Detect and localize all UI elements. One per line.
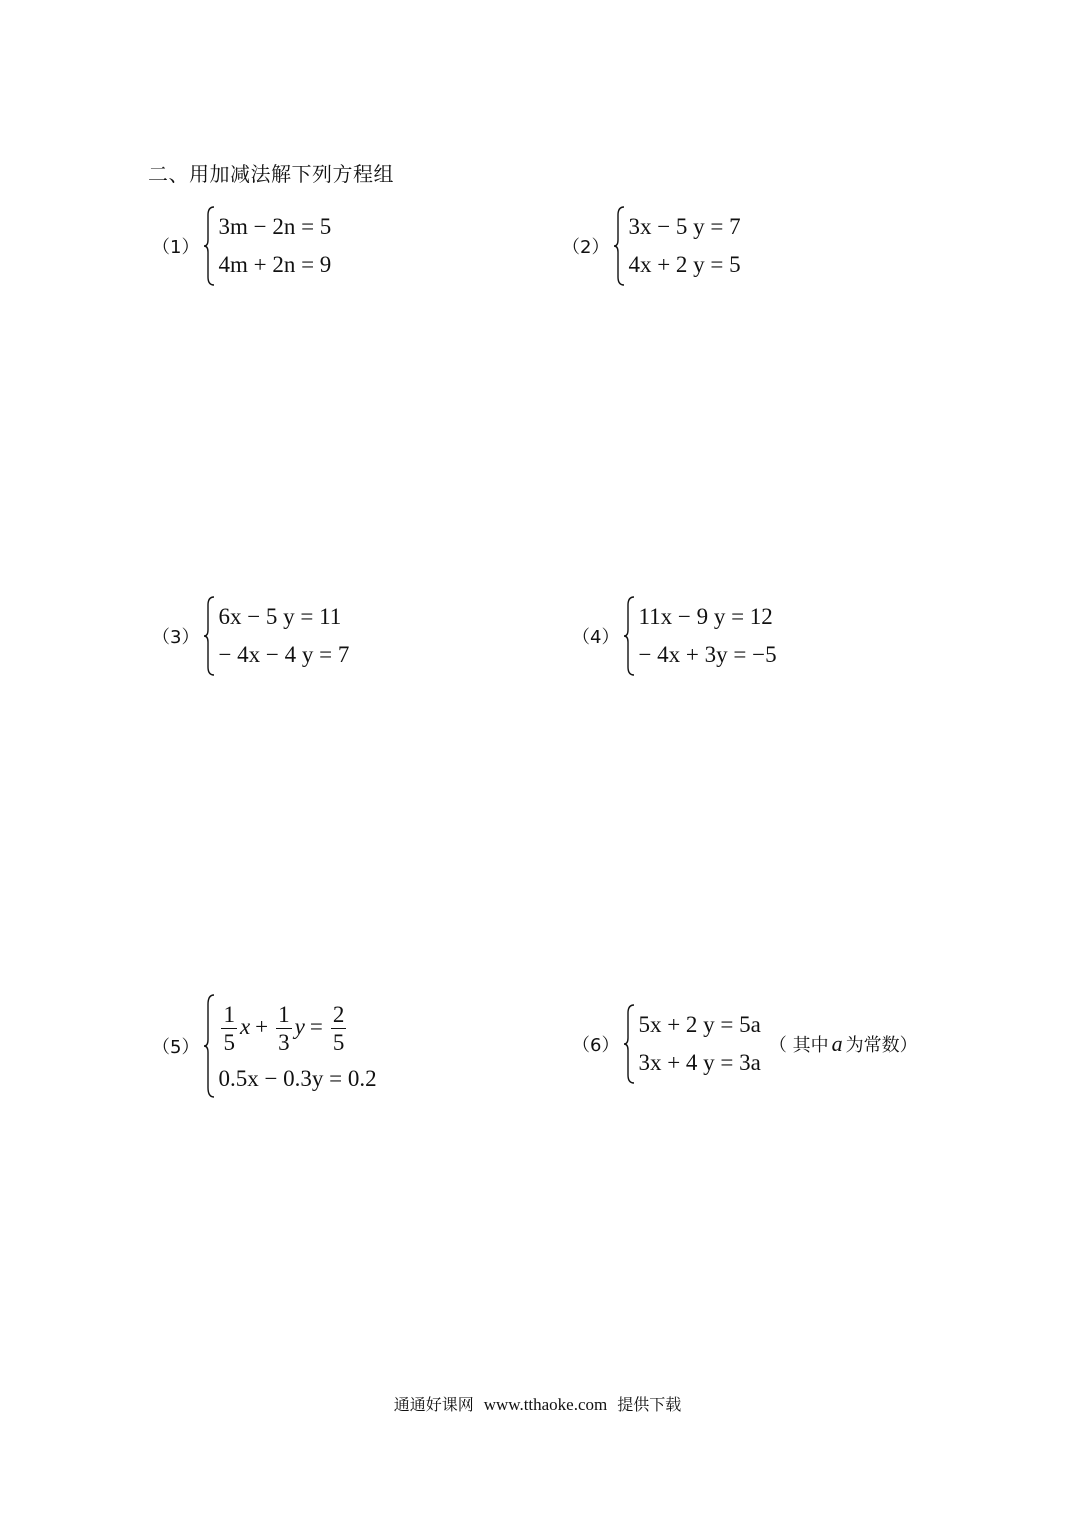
equation-1: 6x − 5 y = 11 (218, 604, 342, 629)
problem-6 (572, 1004, 918, 1084)
constant-note (769, 1031, 918, 1057)
problem-number: （4） (572, 627, 620, 648)
equation-2: 4m + 2n = 9 (218, 252, 332, 277)
problem-number: （2） (562, 237, 610, 258)
left-brace-icon (203, 994, 215, 1098)
fraction-denominator: 3 (278, 1030, 290, 1056)
equation-1: 11x − 9 y = 12 (638, 604, 773, 629)
problem-5 (152, 994, 377, 1098)
problem-2 (562, 206, 741, 286)
fraction-denominator: 5 (223, 1030, 235, 1056)
equation-2: 0.5x − 0.3y = 0.2 (218, 1066, 377, 1091)
fraction (331, 1003, 347, 1054)
fraction-numerator: 1 (223, 1002, 235, 1028)
footer-site-name: 通通好课网 (393, 1395, 474, 1414)
equation-1 (218, 994, 376, 1060)
problem-number: （3） (152, 627, 200, 648)
equation-system (218, 994, 376, 1098)
operator: + (255, 1014, 269, 1039)
note-text: （ 其中 (768, 1035, 829, 1056)
problem-number: （5） (152, 1037, 200, 1058)
operator: = (309, 1014, 323, 1039)
left-brace-icon (623, 596, 635, 676)
left-brace-icon (613, 206, 625, 286)
footer-suffix: 提供下载 (617, 1395, 682, 1414)
equation-2: − 4x + 3y = −5 (638, 642, 777, 667)
equation-2: − 4x − 4 y = 7 (218, 642, 350, 667)
fraction-numerator: 1 (278, 1002, 290, 1028)
left-brace-icon (623, 1004, 635, 1084)
note-text: 为常数） (845, 1035, 918, 1056)
problem-4 (572, 596, 777, 676)
page-footer (0, 1392, 1075, 1415)
equation-2: 3x + 4 y = 3a (638, 1050, 761, 1075)
fraction (276, 1003, 292, 1054)
fraction-numerator: 2 (332, 1002, 345, 1028)
problem-number: （6） (572, 1035, 620, 1056)
equation-1: 3x − 5 y = 7 (628, 214, 741, 239)
equation-system (638, 598, 776, 674)
note-variable: a (831, 1031, 843, 1056)
variable: x (239, 1014, 251, 1039)
equation-system (628, 208, 740, 284)
fraction (221, 1003, 237, 1054)
footer-url[interactable]: www.tthaoke.com (483, 1395, 608, 1414)
left-brace-icon (203, 596, 215, 676)
equation-system (638, 1006, 760, 1082)
equation-1: 5x + 2 y = 5a (638, 1012, 761, 1037)
equation-1: 3m − 2n = 5 (218, 214, 332, 239)
equation-system (218, 208, 331, 284)
equation-2: 4x + 2 y = 5 (628, 252, 741, 277)
problem-1 (152, 206, 331, 286)
section-heading: 二、用加减法解下列方程组 (148, 162, 394, 186)
equation-system (218, 598, 349, 674)
left-brace-icon (203, 206, 215, 286)
problem-number: （1） (152, 237, 200, 258)
fraction-denominator: 5 (332, 1030, 345, 1056)
problem-3 (152, 596, 349, 676)
variable: y (294, 1014, 305, 1039)
